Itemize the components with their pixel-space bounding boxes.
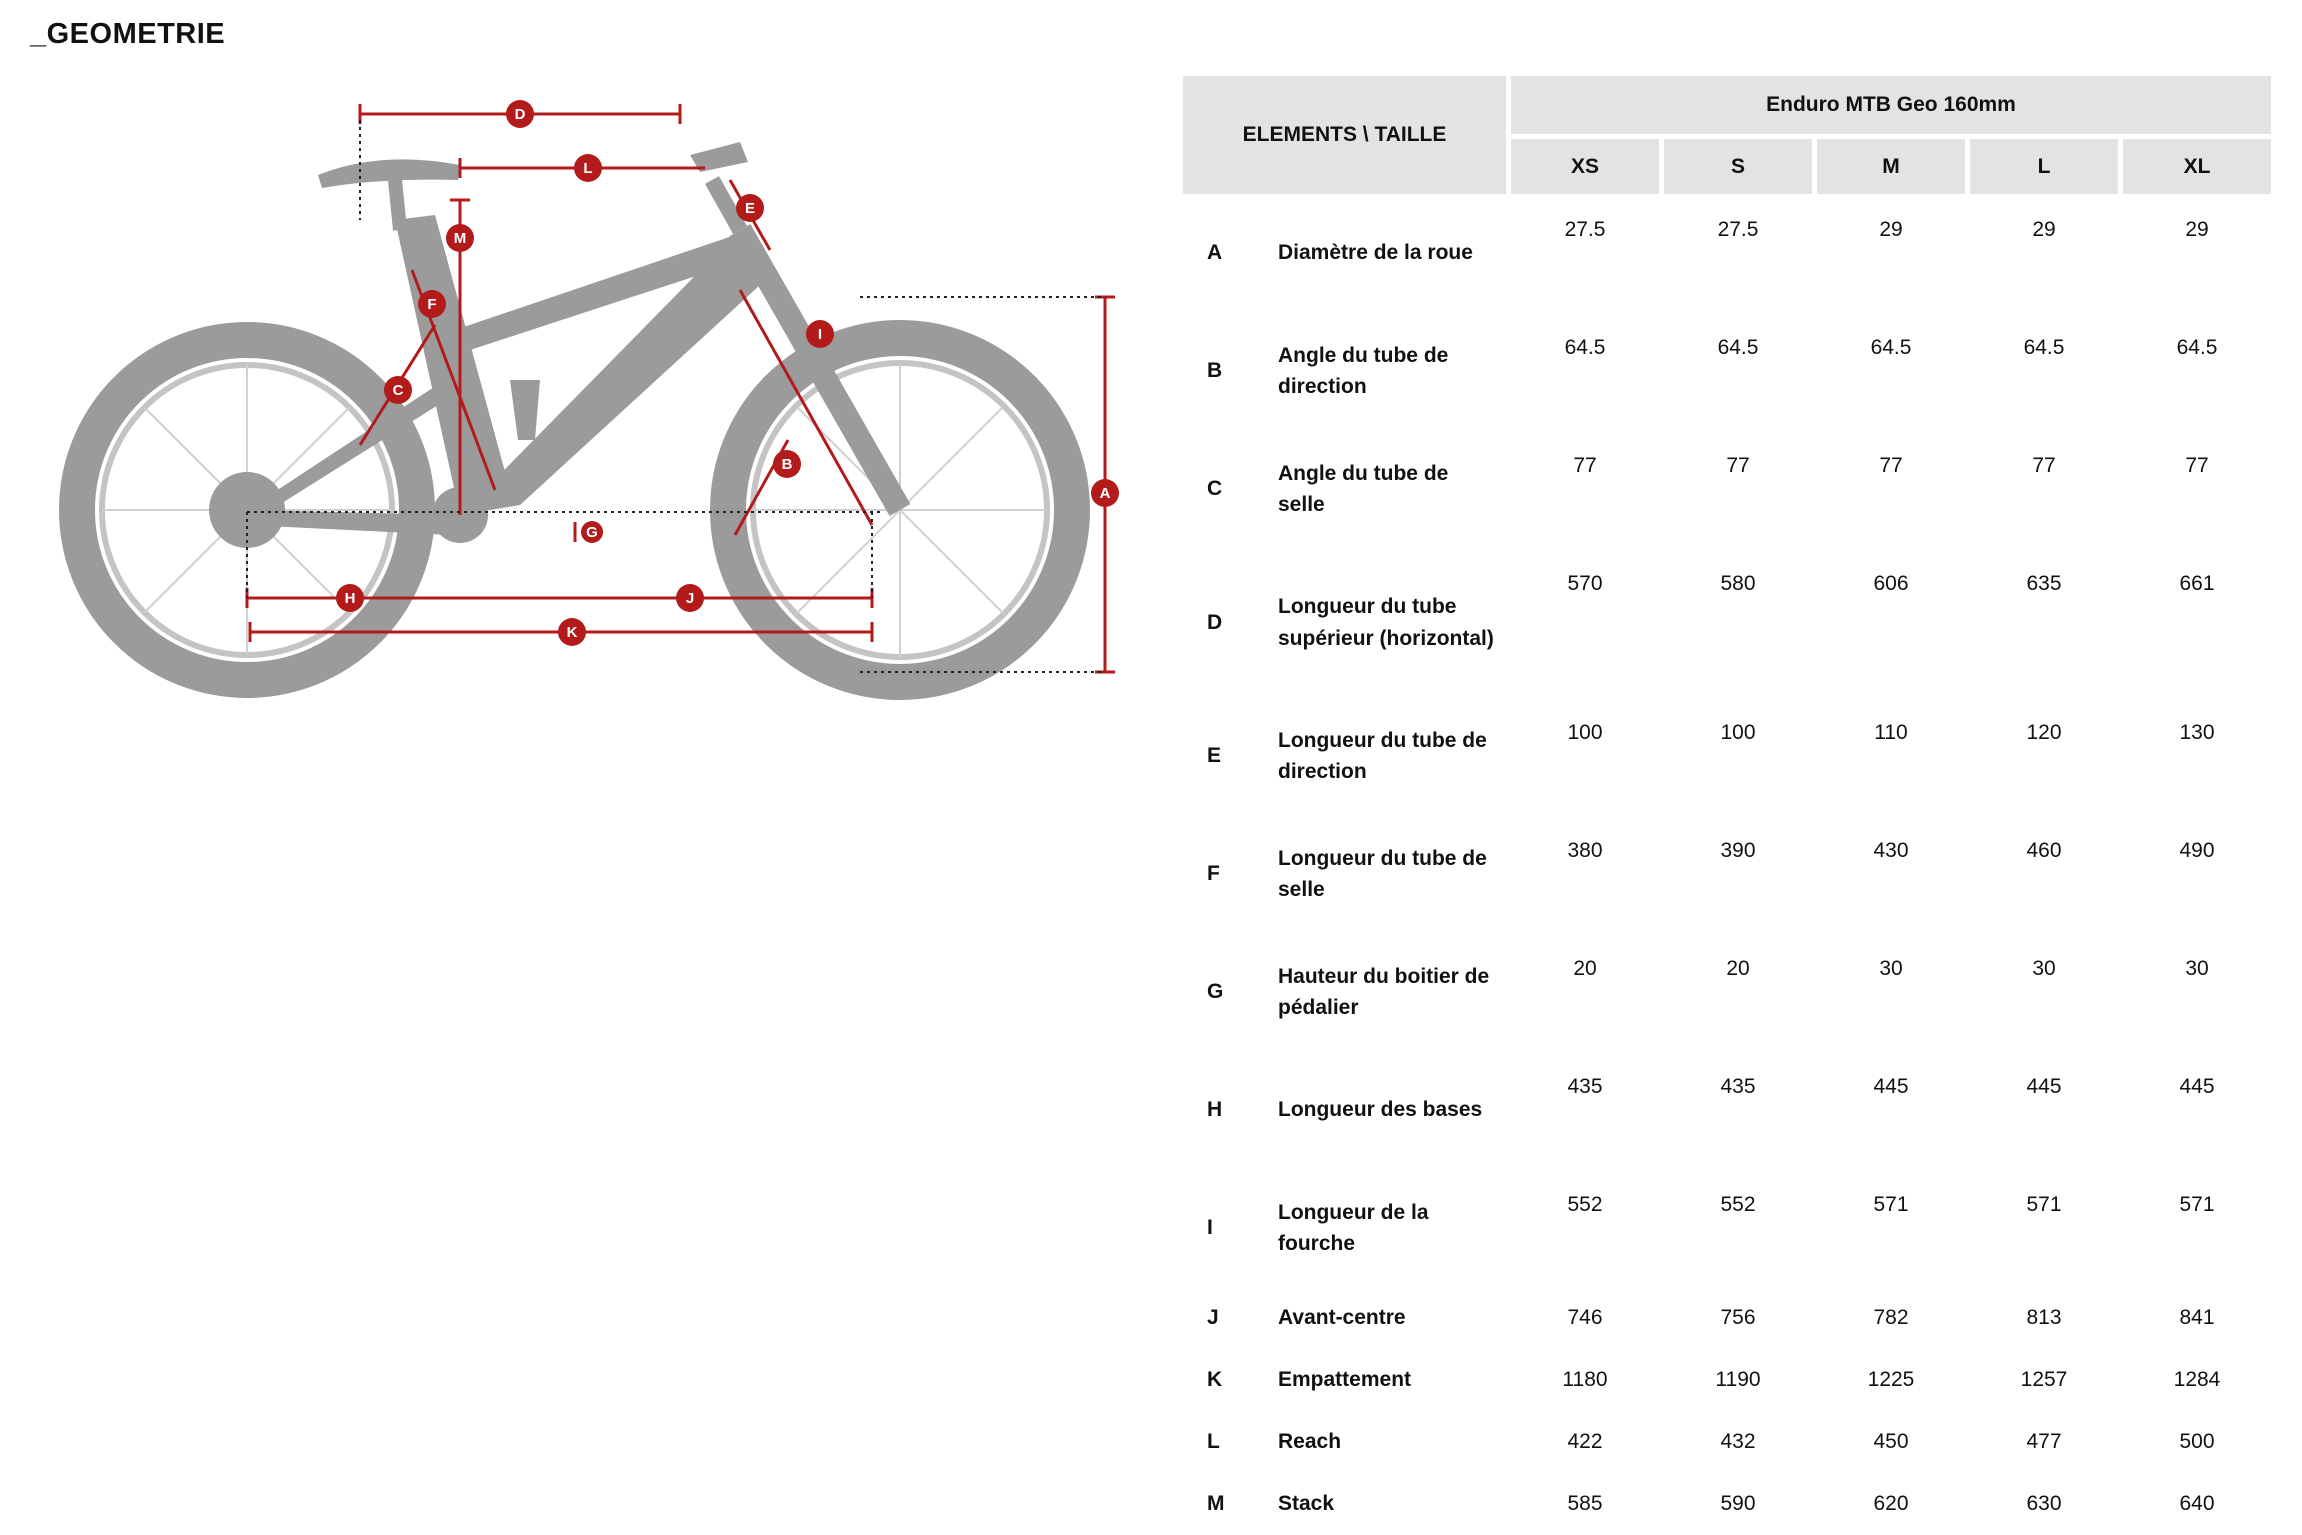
row-value-l: 120 xyxy=(2026,721,2062,744)
row-letter: E xyxy=(1207,744,1222,767)
row-element-name: Angle du tube de direction xyxy=(1278,343,1449,398)
row-letter: A xyxy=(1207,241,1223,264)
row-value-l: 630 xyxy=(2026,1492,2062,1515)
marker-h xyxy=(336,584,364,612)
row-value-l: 77 xyxy=(2032,454,2056,477)
row-value-l: 29 xyxy=(2032,218,2056,241)
row-value-s: 552 xyxy=(1720,1193,1756,1216)
row-value-m: 782 xyxy=(1873,1306,1909,1329)
table-row xyxy=(1183,1287,2271,1349)
marker-j xyxy=(676,584,704,612)
row-value-xs: 64.5 xyxy=(1564,336,1606,359)
marker-d xyxy=(506,100,534,128)
row-value-l: 460 xyxy=(2026,839,2062,862)
marker-b xyxy=(773,450,801,478)
row-letter: D xyxy=(1207,610,1223,634)
row-value-s: 756 xyxy=(1720,1306,1756,1329)
table-row xyxy=(1183,430,2271,548)
row-element-name: Stack xyxy=(1278,1492,1335,1516)
row-value-l: 813 xyxy=(2026,1306,2062,1329)
row-value-s: 435 xyxy=(1720,1075,1756,1098)
table-row xyxy=(1183,815,2271,933)
row-letter: B xyxy=(1207,359,1223,382)
bike-geometry-diagram xyxy=(40,80,1160,720)
table-row xyxy=(1183,697,2271,815)
row-value-m: 64.5 xyxy=(1870,336,1912,359)
table-row xyxy=(1183,548,2271,697)
row-value-m: 450 xyxy=(1873,1430,1909,1453)
model-header: Enduro MTB Geo 160mm xyxy=(1511,76,2271,134)
row-value-s: 100 xyxy=(1720,721,1756,744)
table-row xyxy=(1183,1473,2271,1535)
svg-text:D: D xyxy=(514,106,526,123)
row-element-name: Empattement xyxy=(1278,1368,1412,1392)
row-letter: K xyxy=(1207,1368,1223,1391)
row-value-s: 27.5 xyxy=(1717,218,1759,241)
bike-illustration xyxy=(77,142,1072,682)
svg-text:E: E xyxy=(744,200,756,217)
row-value-l: 1257 xyxy=(2020,1368,2068,1391)
row-value-l: 64.5 xyxy=(2023,336,2065,359)
row-value-xl: 1284 xyxy=(2173,1368,2221,1391)
row-value-xl: 30 xyxy=(2185,957,2209,980)
row-value-xl: 445 xyxy=(2179,1075,2215,1098)
row-element-name: Longueur des bases xyxy=(1278,1098,1483,1122)
row-value-xs: 552 xyxy=(1567,1193,1603,1216)
row-element-name: Reach xyxy=(1278,1430,1342,1454)
svg-text:L: L xyxy=(583,160,593,177)
table-row xyxy=(1183,194,2271,312)
row-letter: L xyxy=(1207,1430,1220,1453)
row-value-s: 590 xyxy=(1720,1492,1756,1515)
row-value-s: 77 xyxy=(1726,454,1750,477)
size-header-s: S xyxy=(1664,134,1812,194)
row-element-name: Angle du tube de selle xyxy=(1278,461,1449,516)
marker-e xyxy=(736,194,764,222)
row-value-m: 29 xyxy=(1879,218,1903,241)
table-row xyxy=(1183,1349,2271,1411)
row-value-xs: 100 xyxy=(1567,721,1603,744)
row-value-xl: 841 xyxy=(2179,1306,2215,1329)
row-letter: I xyxy=(1207,1216,1213,1239)
row-value-xs: 570 xyxy=(1567,572,1603,595)
row-value-xl: 130 xyxy=(2179,721,2215,744)
size-header-xs: XS xyxy=(1511,134,1659,194)
svg-text:B: B xyxy=(781,456,793,473)
row-letter: M xyxy=(1207,1492,1225,1515)
marker-k xyxy=(558,618,586,646)
row-letter: F xyxy=(1207,862,1220,885)
row-element-name: Longueur de la fourche xyxy=(1278,1200,1429,1255)
size-header-l: L xyxy=(1970,134,2118,194)
marker-l xyxy=(574,154,602,182)
table-row xyxy=(1183,1051,2271,1169)
marker-g xyxy=(581,521,603,543)
marker-a xyxy=(1091,479,1119,507)
marker-i xyxy=(806,320,834,348)
geometry-table xyxy=(1178,76,2276,1535)
row-value-s: 20 xyxy=(1726,957,1750,980)
row-value-m: 110 xyxy=(1874,721,1908,744)
row-value-s: 64.5 xyxy=(1717,336,1759,359)
row-value-l: 30 xyxy=(2032,957,2056,980)
marker-c xyxy=(384,376,412,404)
row-element-name: Hauteur du boitier de pédalier xyxy=(1278,964,1490,1019)
row-value-xl: 500 xyxy=(2179,1430,2215,1453)
table-row xyxy=(1183,1169,2271,1287)
row-value-xs: 27.5 xyxy=(1564,218,1606,241)
row-value-m: 430 xyxy=(1873,839,1909,862)
svg-text:K: K xyxy=(566,624,578,641)
row-value-s: 1190 xyxy=(1715,1368,1761,1391)
svg-text:A: A xyxy=(1099,485,1111,502)
row-element-name: Diamètre de la roue xyxy=(1278,241,1473,265)
svg-text:I: I xyxy=(817,326,823,343)
row-value-xs: 422 xyxy=(1567,1430,1603,1453)
row-value-l: 635 xyxy=(2026,572,2062,595)
row-value-m: 445 xyxy=(1873,1075,1909,1098)
row-value-xs: 1180 xyxy=(1562,1368,1608,1391)
row-value-s: 432 xyxy=(1720,1430,1756,1453)
svg-text:G: G xyxy=(586,524,598,541)
row-element-name: Longueur du tube supérieur (horizontal) xyxy=(1278,595,1494,650)
svg-text:H: H xyxy=(344,590,356,607)
row-letter: C xyxy=(1207,477,1223,500)
row-value-m: 1225 xyxy=(1867,1368,1915,1391)
marker-m xyxy=(446,224,474,252)
svg-text:J: J xyxy=(685,590,695,607)
geometry-table-body xyxy=(1183,194,2271,1535)
page-title: _GEOMETRIE xyxy=(30,18,226,50)
row-value-xl: 640 xyxy=(2179,1492,2215,1515)
svg-text:C: C xyxy=(392,382,404,399)
svg-text:F: F xyxy=(427,296,437,313)
row-value-l: 445 xyxy=(2026,1075,2062,1098)
row-value-m: 606 xyxy=(1873,572,1909,595)
marker-f xyxy=(418,290,446,318)
row-value-m: 571 xyxy=(1873,1193,1909,1216)
table-row xyxy=(1183,312,2271,430)
row-value-xl: 661 xyxy=(2179,572,2215,595)
corner-header: ELEMENTS \ TAILLE xyxy=(1183,76,1506,194)
row-value-m: 620 xyxy=(1873,1492,1909,1515)
row-value-s: 390 xyxy=(1720,839,1756,862)
row-letter: G xyxy=(1207,980,1224,1003)
row-value-xl: 64.5 xyxy=(2176,336,2218,359)
row-value-xl: 571 xyxy=(2179,1193,2215,1216)
size-header-m: M xyxy=(1817,134,1965,194)
row-element-name: Longueur du tube de selle xyxy=(1278,846,1487,901)
row-letter: H xyxy=(1207,1098,1223,1121)
row-value-xl: 490 xyxy=(2179,839,2215,862)
row-value-xs: 435 xyxy=(1567,1075,1603,1098)
table-row xyxy=(1183,933,2271,1051)
row-value-l: 477 xyxy=(2026,1430,2062,1453)
svg-text:M: M xyxy=(453,230,467,247)
row-value-xs: 20 xyxy=(1573,957,1597,980)
row-element-name: Longueur du tube de direction xyxy=(1278,728,1487,783)
row-value-m: 30 xyxy=(1879,957,1903,980)
size-header-xl: XL xyxy=(2123,134,2271,194)
row-value-xl: 77 xyxy=(2185,454,2209,477)
row-value-xs: 380 xyxy=(1567,839,1603,862)
table-row xyxy=(1183,1411,2271,1473)
row-value-l: 571 xyxy=(2026,1193,2062,1216)
row-element-name: Avant-centre xyxy=(1278,1306,1406,1330)
row-value-xs: 585 xyxy=(1567,1492,1603,1515)
row-value-xl: 29 xyxy=(2185,218,2209,241)
row-value-s: 580 xyxy=(1720,572,1756,595)
row-letter: J xyxy=(1207,1306,1219,1329)
row-value-xs: 746 xyxy=(1567,1306,1603,1329)
row-value-xs: 77 xyxy=(1573,454,1597,477)
row-value-m: 77 xyxy=(1879,454,1903,477)
